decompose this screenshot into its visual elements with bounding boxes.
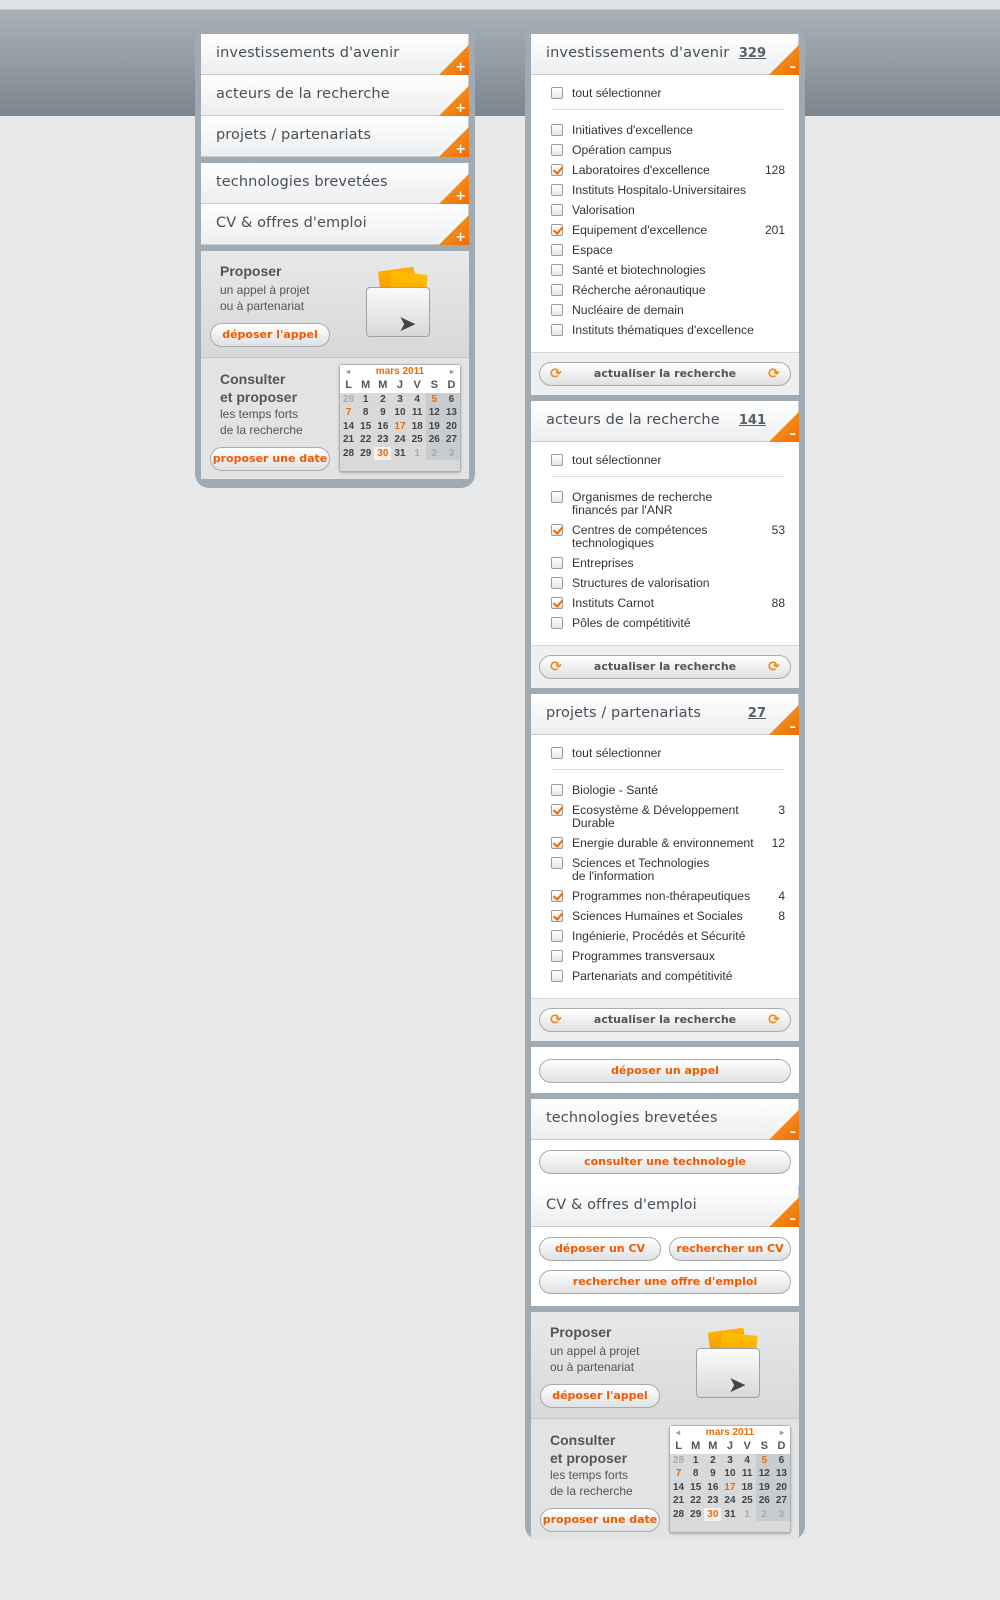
folder-icon[interactable]: ➤ bbox=[364, 267, 432, 339]
checkbox[interactable] bbox=[551, 264, 563, 276]
list-item[interactable] bbox=[551, 906, 785, 926]
top-banner bbox=[0, 0, 1000, 116]
list-item[interactable] bbox=[551, 593, 785, 613]
consult-heading: Consulter et proposer bbox=[220, 371, 298, 405]
section-title: investissements d'avenir bbox=[216, 45, 400, 61]
checkbox-label: Instituts Hospitalo-Universitaires bbox=[572, 183, 747, 197]
section-title: technologies brevetées bbox=[216, 174, 388, 190]
weekday-label: M bbox=[687, 1440, 704, 1454]
item-count: 88 bbox=[771, 596, 785, 610]
section-title: acteurs de la recherche bbox=[216, 86, 390, 102]
item-count: 128 bbox=[764, 163, 785, 177]
checkbox[interactable] bbox=[551, 304, 563, 316]
list-item[interactable] bbox=[551, 487, 785, 520]
weekday-label: V bbox=[409, 379, 426, 393]
list-item[interactable] bbox=[551, 800, 785, 833]
list-item[interactable] bbox=[551, 240, 785, 260]
checkbox[interactable] bbox=[551, 184, 563, 196]
minus-icon[interactable]: – bbox=[769, 1197, 799, 1227]
item-count: 12 bbox=[771, 836, 785, 850]
divider bbox=[551, 476, 785, 477]
list-item[interactable] bbox=[551, 140, 785, 160]
checkbox-label: Récherche aéronautique bbox=[572, 283, 706, 297]
checkbox-label: Laboratoires d'excellence bbox=[572, 163, 710, 177]
checkbox[interactable] bbox=[551, 577, 563, 589]
next-month-icon[interactable]: ▸ bbox=[449, 367, 454, 376]
result-count[interactable]: 141 bbox=[738, 413, 766, 428]
calendar-day[interactable]: 1 bbox=[692, 1454, 699, 1466]
checkbox[interactable] bbox=[551, 524, 563, 536]
checkbox-label: Santé et biotechnologies bbox=[572, 263, 706, 277]
checkbox-label: Ingénierie, Procédés et Sécurité bbox=[572, 929, 746, 943]
checkbox[interactable] bbox=[551, 890, 563, 902]
list-item[interactable] bbox=[551, 260, 785, 280]
calendar-day[interactable]: 21 bbox=[343, 434, 355, 446]
checkbox-label: Energie durable & environnement bbox=[572, 836, 754, 850]
divider bbox=[551, 769, 785, 770]
consult-heading: Consulter et proposer bbox=[550, 1432, 628, 1466]
checkbox-label: tout sélectionner bbox=[572, 453, 662, 467]
calendar-day[interactable]: 8 bbox=[362, 407, 369, 419]
calendar-day[interactable]: 12 bbox=[426, 406, 443, 420]
checkbox[interactable] bbox=[551, 970, 563, 982]
calendar-day[interactable]: 7 bbox=[675, 1468, 682, 1480]
item-count: 8 bbox=[778, 909, 785, 923]
deposit-appeal-button[interactable]: déposer l'appel bbox=[210, 323, 330, 347]
propose-heading: Proposer bbox=[550, 1324, 612, 1340]
calendar-day[interactable]: 27 bbox=[443, 433, 460, 447]
propose-text: un appel à projet ou à partenariat bbox=[220, 283, 310, 313]
search-cv-button[interactable]: rechercher un CV bbox=[669, 1237, 791, 1261]
section-header-collapsed-2[interactable] bbox=[201, 116, 469, 157]
list-item[interactable] bbox=[551, 946, 785, 966]
checkbox-label: Organismes de recherche financés par l'ANR bbox=[572, 490, 713, 517]
section-header-expanded-2[interactable] bbox=[531, 694, 799, 735]
refresh-icon: ⟳ bbox=[550, 1012, 562, 1028]
calendar-day[interactable]: 28 bbox=[673, 1454, 685, 1466]
calendar-day[interactable]: 3 bbox=[397, 393, 403, 405]
refresh-bar bbox=[531, 352, 799, 395]
checkbox-label: Centres de compétences technologiques bbox=[572, 523, 708, 550]
section-title: projets / partenariats bbox=[546, 705, 702, 721]
calendar-day[interactable]: 11 bbox=[741, 1468, 753, 1480]
checkbox-label: Initiatives d'excellence bbox=[572, 123, 693, 137]
refresh-icon: ⟳ bbox=[550, 659, 562, 675]
propose-date-button[interactable]: proposer une date bbox=[210, 447, 330, 471]
calendar-day[interactable]: 6 bbox=[773, 1454, 790, 1468]
refresh-search-button[interactable]: ⟳ actualiser la recherche ⟳ bbox=[539, 362, 791, 386]
list-item[interactable] bbox=[551, 966, 785, 986]
checkbox-label: Programmes non-thérapeutiques bbox=[572, 889, 751, 903]
section-title: CV & offres d'emploi bbox=[216, 215, 367, 231]
select-all-row[interactable] bbox=[551, 450, 785, 470]
calendar-month: mars 2011 bbox=[375, 366, 425, 377]
calendar-day[interactable]: 28 bbox=[343, 393, 355, 405]
plus-icon[interactable]: + bbox=[439, 86, 469, 116]
calendar-day[interactable]: 13 bbox=[443, 406, 460, 420]
section-title: acteurs de la recherche bbox=[546, 412, 720, 428]
calendar-day[interactable]: 27 bbox=[773, 1494, 790, 1508]
list-item[interactable] bbox=[551, 300, 785, 320]
plus-icon[interactable]: + bbox=[439, 127, 469, 157]
minus-icon[interactable]: – bbox=[769, 1110, 799, 1140]
cv-body bbox=[531, 1227, 799, 1306]
technologies-body bbox=[531, 1140, 799, 1186]
refresh-bar bbox=[531, 645, 799, 688]
checkbox-list bbox=[531, 442, 799, 645]
calendar-day[interactable]: 30 bbox=[374, 447, 391, 461]
result-count[interactable]: 329 bbox=[738, 46, 766, 61]
weekday-label: M bbox=[704, 1440, 721, 1454]
checkbox[interactable] bbox=[551, 784, 563, 796]
list-item[interactable] bbox=[551, 320, 785, 340]
checkbox[interactable] bbox=[551, 164, 563, 176]
checkbox[interactable] bbox=[551, 747, 563, 759]
result-count[interactable]: 27 bbox=[747, 706, 766, 721]
weekday-label: S bbox=[756, 1440, 773, 1454]
plus-icon[interactable]: + bbox=[439, 174, 469, 204]
calendar-day[interactable]: 25 bbox=[411, 434, 423, 446]
list-item[interactable] bbox=[551, 613, 785, 633]
calendar-day[interactable]: 10 bbox=[394, 407, 406, 419]
list-item[interactable] bbox=[551, 553, 785, 573]
minus-icon[interactable]: – bbox=[769, 45, 799, 75]
list-item[interactable] bbox=[551, 780, 785, 800]
consult-events-block bbox=[201, 357, 469, 479]
checkbox-label: Espace bbox=[572, 243, 613, 257]
calendar-day[interactable]: 22 bbox=[360, 434, 372, 446]
checkbox-label: Sciences Humaines et Sociales bbox=[572, 909, 743, 923]
propose-text: un appel à projet ou à partenariat bbox=[550, 1344, 640, 1374]
calendar-day[interactable]: 12 bbox=[756, 1467, 773, 1481]
calendar-day[interactable]: 1 bbox=[744, 1508, 750, 1520]
list-item[interactable] bbox=[551, 853, 785, 886]
calendar-day[interactable]: 15 bbox=[690, 1481, 702, 1493]
refresh-icon: ⟳ bbox=[768, 659, 780, 675]
section-header-collapsed-0[interactable] bbox=[201, 34, 469, 75]
checkbox[interactable] bbox=[551, 124, 563, 136]
calendar-day[interactable]: 18 bbox=[741, 1481, 753, 1493]
mini-calendar bbox=[339, 364, 461, 472]
calendar-day[interactable]: 2 bbox=[756, 1508, 773, 1522]
refresh-icon: ⟳ bbox=[550, 366, 562, 382]
calendar-day[interactable]: 26 bbox=[426, 433, 443, 447]
checkbox[interactable] bbox=[551, 557, 563, 569]
consult-technology-button[interactable]: consulter une technologie bbox=[539, 1150, 791, 1174]
list-item[interactable] bbox=[551, 120, 785, 140]
calendar-day[interactable]: 2 bbox=[710, 1454, 716, 1466]
weekday-label: L bbox=[340, 379, 357, 393]
consult-events-block bbox=[531, 1418, 799, 1540]
list-item[interactable] bbox=[551, 833, 785, 853]
consult-text: les temps forts de la recherche bbox=[220, 407, 303, 437]
checkbox[interactable] bbox=[551, 204, 563, 216]
calendar-day[interactable]: 14 bbox=[343, 420, 355, 432]
folder-icon[interactable]: ➤ bbox=[694, 1328, 762, 1400]
calendar-day[interactable]: 31 bbox=[394, 447, 406, 459]
sidebar-collapsed bbox=[195, 28, 475, 488]
checkbox-label: Ecosystème & Développement Durable bbox=[572, 803, 739, 830]
minus-icon[interactable]: – bbox=[769, 412, 799, 442]
deposit-cv-button[interactable]: déposer un CV bbox=[539, 1237, 661, 1261]
calendar-day[interactable]: 18 bbox=[411, 420, 423, 432]
item-count: 53 bbox=[771, 523, 785, 537]
checkbox-label: Structures de valorisation bbox=[572, 576, 710, 590]
prev-month-icon[interactable]: ◂ bbox=[676, 1428, 681, 1437]
list-item[interactable] bbox=[551, 926, 785, 946]
calendar-day[interactable]: 5 bbox=[426, 393, 443, 407]
checkbox[interactable] bbox=[551, 244, 563, 256]
checkbox-label: Instituts thématiques d'excellence bbox=[572, 323, 754, 337]
calendar-day[interactable]: 5 bbox=[756, 1454, 773, 1468]
list-item[interactable] bbox=[551, 160, 785, 180]
propose-call-block bbox=[531, 1312, 799, 1418]
calendar-day[interactable]: 16 bbox=[377, 420, 389, 432]
checkbox[interactable] bbox=[551, 804, 563, 816]
section-header-expanded-0[interactable] bbox=[531, 34, 799, 75]
consult-text: les temps forts de la recherche bbox=[550, 1468, 633, 1498]
calendar-day[interactable]: 28 bbox=[343, 447, 355, 459]
list-item[interactable] bbox=[551, 280, 785, 300]
plus-icon[interactable]: + bbox=[439, 215, 469, 245]
checkbox[interactable] bbox=[551, 284, 563, 296]
calendar-day[interactable]: 1 bbox=[362, 393, 369, 405]
calendar-day[interactable]: 22 bbox=[690, 1495, 702, 1507]
calendar-day[interactable]: 20 bbox=[443, 420, 460, 434]
calendar-day[interactable]: 11 bbox=[411, 407, 423, 419]
checkbox-list bbox=[531, 75, 799, 352]
checkbox-label: Equipement d'excellence bbox=[572, 223, 708, 237]
calendar-day[interactable]: 2 bbox=[426, 447, 443, 461]
checkbox[interactable] bbox=[551, 597, 563, 609]
weekday-label: J bbox=[391, 379, 408, 393]
calendar-grid bbox=[670, 1440, 790, 1521]
calendar-day[interactable]: 28 bbox=[673, 1508, 685, 1520]
checkbox[interactable] bbox=[551, 857, 563, 869]
section-title: technologies brevetées bbox=[546, 1110, 718, 1126]
calendar-day[interactable]: 15 bbox=[360, 420, 372, 432]
refresh-icon: ⟳ bbox=[768, 1012, 780, 1028]
section-header-expanded-1[interactable] bbox=[531, 401, 799, 442]
calendar-day[interactable]: 20 bbox=[773, 1481, 790, 1495]
section-header-technologies[interactable] bbox=[531, 1099, 799, 1140]
deposit-appeal-button[interactable]: déposer l'appel bbox=[540, 1384, 660, 1408]
refresh-bar bbox=[531, 998, 799, 1041]
checkbox[interactable] bbox=[551, 491, 563, 503]
checkbox-label: Entreprises bbox=[572, 556, 634, 570]
calendar-day[interactable]: 23 bbox=[707, 1495, 719, 1507]
calendar-day[interactable]: 7 bbox=[345, 407, 352, 419]
checkbox-label: Sciences et Technologies de l'information bbox=[572, 856, 710, 883]
list-item[interactable] bbox=[551, 886, 785, 906]
deposit-call-bar bbox=[531, 1047, 799, 1093]
propose-date-button[interactable]: proposer une date bbox=[540, 1508, 660, 1532]
checkbox[interactable] bbox=[551, 930, 563, 942]
deposit-call-button[interactable]: déposer un appel bbox=[539, 1059, 791, 1083]
calendar-day[interactable]: 4 bbox=[744, 1454, 750, 1466]
list-item[interactable] bbox=[551, 200, 785, 220]
calendar-day[interactable]: 1 bbox=[414, 447, 420, 459]
calendar-day[interactable]: 13 bbox=[773, 1467, 790, 1481]
weekday-label: M bbox=[374, 379, 391, 393]
prev-month-icon[interactable]: ◂ bbox=[346, 367, 351, 376]
sidebar-expanded bbox=[525, 28, 805, 1540]
checkbox-label: Partenariats and compétitivité bbox=[572, 969, 733, 983]
checkbox-label: Biologie - Santé bbox=[572, 783, 659, 797]
item-count: 3 bbox=[778, 803, 785, 817]
section-header-collapsed-1[interactable] bbox=[201, 75, 469, 116]
section-header-cv[interactable] bbox=[531, 1186, 799, 1227]
checkbox[interactable] bbox=[551, 454, 563, 466]
calendar-day[interactable]: 2 bbox=[380, 393, 386, 405]
calendar-day[interactable]: 30 bbox=[704, 1508, 721, 1522]
calendar-day[interactable]: 9 bbox=[710, 1468, 716, 1480]
calendar-day[interactable]: 17 bbox=[724, 1481, 736, 1493]
calendar-day[interactable]: 23 bbox=[377, 434, 389, 446]
checkbox-list bbox=[531, 735, 799, 998]
calendar-day[interactable]: 31 bbox=[724, 1508, 736, 1520]
calendar-day[interactable]: 3 bbox=[443, 447, 460, 461]
calendar-day[interactable]: 19 bbox=[426, 420, 443, 434]
select-all-row[interactable] bbox=[551, 743, 785, 763]
calendar-day[interactable]: 21 bbox=[673, 1495, 685, 1507]
weekday-label: D bbox=[443, 379, 460, 393]
calendar-day[interactable]: 19 bbox=[756, 1481, 773, 1495]
calendar-day[interactable]: 25 bbox=[741, 1495, 753, 1507]
calendar-day[interactable]: 29 bbox=[690, 1508, 702, 1520]
section-title: projets / partenariats bbox=[216, 127, 372, 143]
section-title: CV & offres d'emploi bbox=[546, 1197, 697, 1213]
calendar-day[interactable]: 10 bbox=[724, 1468, 736, 1480]
checkbox-label: Pôles de compétitivité bbox=[572, 616, 691, 630]
weekday-label: J bbox=[721, 1440, 738, 1454]
checkbox-label: Instituts Carnot bbox=[572, 596, 654, 610]
checkbox[interactable] bbox=[551, 324, 563, 336]
checkbox-label: tout sélectionner bbox=[572, 746, 662, 760]
item-count: 201 bbox=[764, 223, 785, 237]
calendar-day[interactable]: 24 bbox=[724, 1495, 736, 1507]
checkbox[interactable] bbox=[551, 910, 563, 922]
mini-calendar bbox=[669, 1425, 791, 1533]
checkbox[interactable] bbox=[551, 837, 563, 849]
calendar-day[interactable]: 17 bbox=[394, 420, 406, 432]
weekday-label: V bbox=[739, 1440, 756, 1454]
calendar-month-header bbox=[340, 365, 460, 379]
list-item[interactable] bbox=[551, 573, 785, 593]
refresh-search-button[interactable]: ⟳ actualiser la recherche ⟳ bbox=[539, 1008, 791, 1032]
calendar-day[interactable]: 3 bbox=[727, 1454, 733, 1466]
propose-call-block bbox=[201, 251, 469, 357]
weekday-label: D bbox=[773, 1440, 790, 1454]
calendar-day[interactable]: 29 bbox=[360, 447, 372, 459]
calendar-day[interactable]: 14 bbox=[673, 1481, 685, 1493]
calendar-grid bbox=[340, 379, 460, 460]
checkbox-label: Nucléaire de demain bbox=[572, 303, 684, 317]
section-header-collapsed-4[interactable] bbox=[201, 204, 469, 245]
list-item[interactable] bbox=[551, 520, 785, 553]
select-all-row[interactable] bbox=[551, 83, 785, 103]
propose-heading: Proposer bbox=[220, 263, 282, 279]
checkbox-label: Opération campus bbox=[572, 143, 672, 157]
checkbox[interactable] bbox=[551, 224, 563, 236]
calendar-day[interactable]: 9 bbox=[380, 407, 386, 419]
refresh-search-button[interactable]: ⟳ actualiser la recherche ⟳ bbox=[539, 655, 791, 679]
checkbox-label: Programmes transversaux bbox=[572, 949, 715, 963]
calendar-day[interactable]: 16 bbox=[707, 1481, 719, 1493]
calendar-month: mars 2011 bbox=[705, 1427, 755, 1438]
next-month-icon[interactable]: ▸ bbox=[779, 1428, 784, 1437]
list-item[interactable] bbox=[551, 180, 785, 200]
checkbox[interactable] bbox=[551, 950, 563, 962]
section-header-collapsed-3[interactable] bbox=[201, 163, 469, 204]
checkbox-label: tout sélectionner bbox=[572, 86, 662, 100]
refresh-icon: ⟳ bbox=[768, 366, 780, 382]
weekday-label: S bbox=[426, 379, 443, 393]
section-title: investissements d'avenir bbox=[546, 45, 730, 61]
checkbox[interactable] bbox=[551, 87, 563, 99]
calendar-day[interactable]: 24 bbox=[394, 434, 406, 446]
calendar-day[interactable]: 8 bbox=[692, 1468, 699, 1480]
checkbox-label: Valorisation bbox=[572, 203, 635, 217]
plus-icon[interactable]: + bbox=[439, 45, 469, 75]
item-count: 4 bbox=[778, 889, 785, 903]
calendar-day[interactable]: 6 bbox=[443, 393, 460, 407]
calendar-month-header bbox=[670, 1426, 790, 1440]
calendar-day[interactable]: 4 bbox=[414, 393, 420, 405]
checkbox[interactable] bbox=[551, 144, 563, 156]
minus-icon[interactable]: – bbox=[769, 705, 799, 735]
list-item[interactable] bbox=[551, 220, 785, 240]
divider bbox=[551, 109, 785, 110]
calendar-day[interactable]: 26 bbox=[756, 1494, 773, 1508]
weekday-label: L bbox=[670, 1440, 687, 1454]
weekday-label: M bbox=[357, 379, 374, 393]
calendar-day[interactable]: 3 bbox=[773, 1508, 790, 1522]
search-job-button[interactable]: rechercher une offre d'emploi bbox=[539, 1270, 791, 1294]
checkbox[interactable] bbox=[551, 617, 563, 629]
